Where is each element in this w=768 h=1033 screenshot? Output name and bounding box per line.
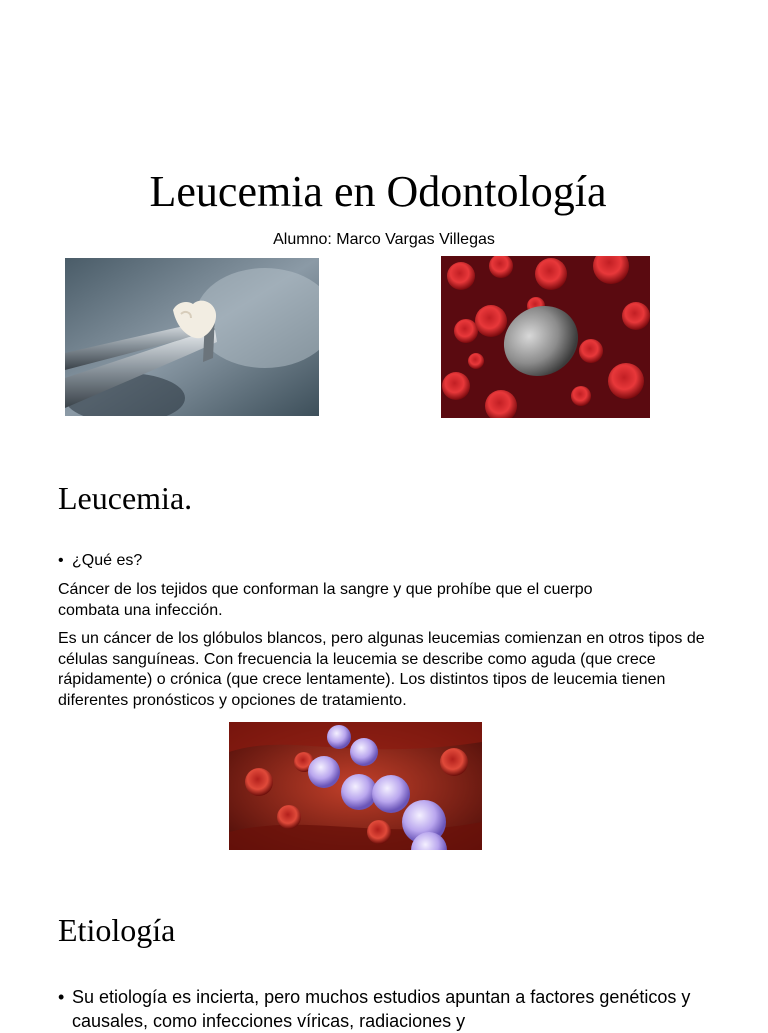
paragraph-definition: Cáncer de los tejidos que conforman la sangre y que prohíbe que el cuerpo combata una infección.: [58, 581, 593, 619]
bullet-glyph: •: [58, 552, 64, 569]
bullet-etiologia: [58, 985, 738, 1033]
tooth-extraction-image: [65, 258, 319, 416]
author-subtitle: Alumno: Marco Vargas Villegas: [273, 231, 495, 248]
bullet-que-es: [58, 551, 142, 571]
page-title: Leucemia en Odontología: [149, 167, 607, 216]
bullet-text: Su etiología es incierta, pero muchos estudios apuntan a factores genéticos y causales, como infecciones víricas, radiaciones y: [72, 987, 691, 1031]
section-heading-leucemia: Leucemia.: [58, 480, 193, 516]
bullet-text: ¿Qué es?: [72, 552, 143, 569]
section-heading-etiologia: Etiología: [58, 912, 176, 948]
blood-cells-image: [441, 256, 650, 418]
leukemia-cells-image: [229, 722, 482, 850]
paragraph-description: Es un cáncer de los glóbulos blancos, pero algunas leucemias comienzan en otros tipos de células sanguíneas. Con frecuencia la leucemia se describe como aguda (que crece rápidamente) o crónica (que crece lentamente). Los distintos tipos de leucemia tienen diferentes pronósticos y opciones de tratamiento.: [58, 630, 705, 709]
bullet-glyph: •: [58, 987, 65, 1007]
